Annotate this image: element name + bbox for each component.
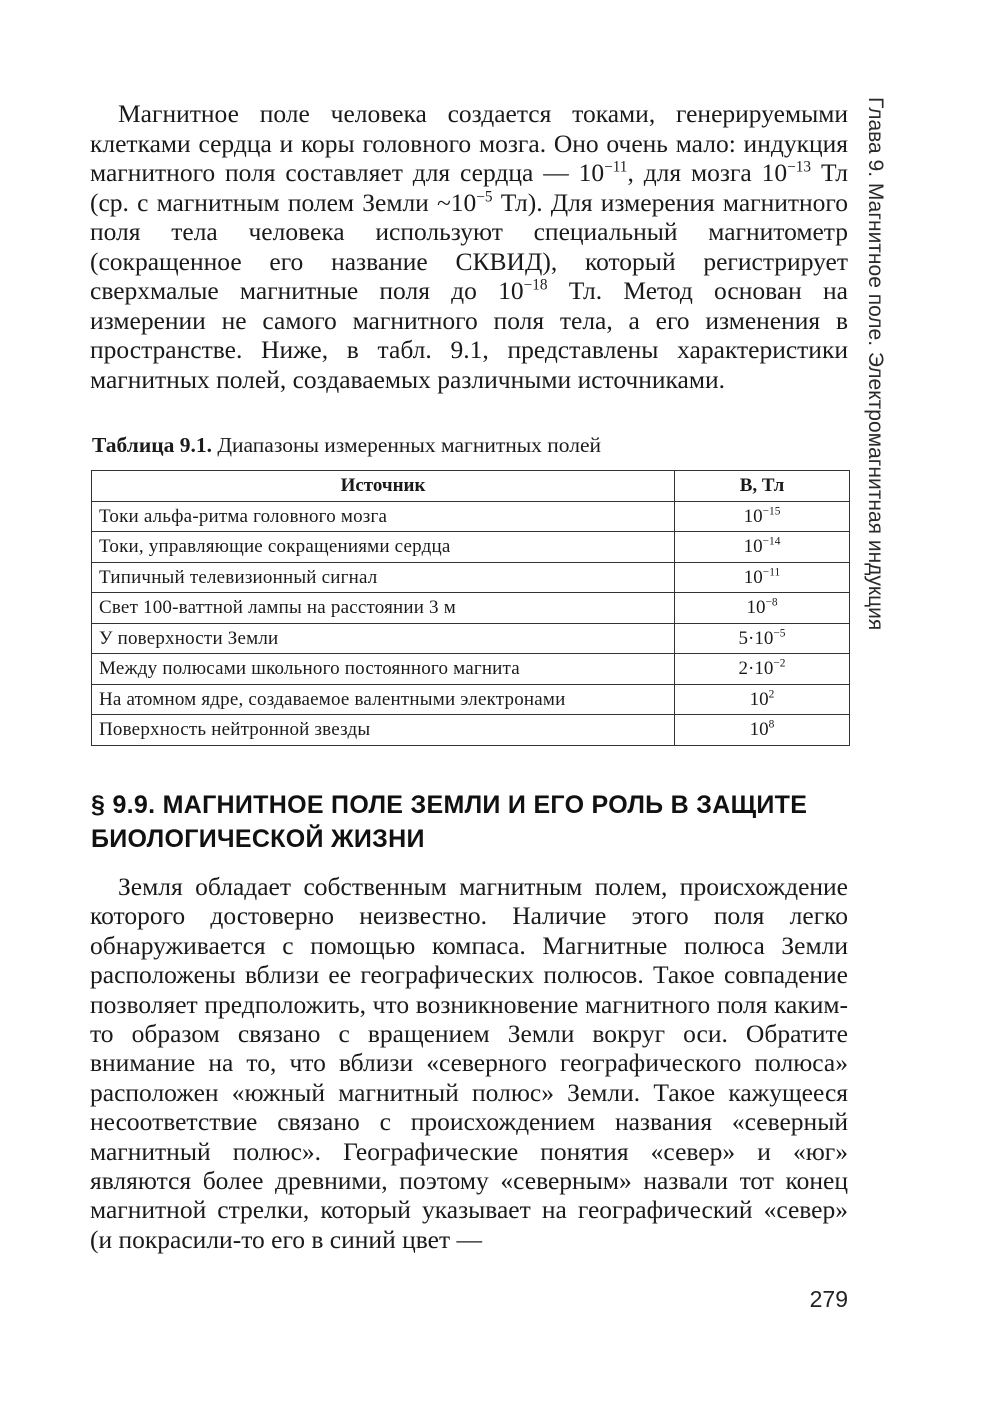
value-cell: $10^{-15}$ (675, 501, 850, 532)
running-header: Глава 9. Магнитное поле. Электромагнитная индукция (864, 97, 887, 631)
intro-paragraph: Магнитное поле человека создается токами, генерируемыми клетками сердца и коры головного мозга. Оно очень мало: индукция магнитного поля составляет для сердца — $10^{-11}$, для мозга $10^{-13}$ Тл (ср. с магнитным полем Земли $\sim 10^{-5}$ Тл). Для измерения магнитного поля тела человека используют специальный магнитометр (сокращенное его название СКВИД), который регистрирует сверхмалые магнитные поля до $10^{-18}$ Тл. Метод основан на измерении не самого магнитного поля тела, а его изменения в пространстве. Ниже, в табл. 9.1, представлены характеристики магнитных полей, создаваемых различными источниками. (90, 99, 848, 394)
value-cell: $10^8$ (675, 715, 850, 746)
table-row (92, 623, 850, 654)
table-header-row (92, 471, 850, 502)
value-cell: $10^{-14}$ (675, 532, 850, 563)
value-cell: $10^2$ (675, 684, 850, 715)
source-cell: Поверхность нейтронной звезды (92, 715, 675, 746)
table-caption: Таблица 9.1. Диапазоны измеренных магнитных полей (92, 433, 602, 457)
table-row (92, 562, 850, 593)
value-cell: $10^{-11}$ (675, 562, 850, 593)
value-cell: $10^{-8}$ (675, 593, 850, 624)
source-cell: У поверхности Земли (92, 623, 675, 654)
source-cell: Между полюсами школьного постоянного магнита (92, 654, 675, 685)
source-cell: Токи альфа-ритма головного мозга (92, 501, 675, 532)
source-cell: Типичный телевизионный сигнал (92, 562, 675, 593)
earth-field-paragraph: Земля обладает собственным магнитным полем, происхождение которого достоверно неизвестно. Наличие этого поля легко обнаруживается с помощью компаса. Магнитные полюса Земли расположены вблизи ее географических полюсов. Такое совпадение позволяет предположить, что возникновение магнитного поля каким-то образом связано с вращением Земли вокруг оси. Обратите внимание на то, что вблизи «северного географического полюса» расположен «южный магнитный полюс» Земли. Такое кажущееся несоответствие связано с происхождением названия «северный магнитный полюс». Географические понятия «север» и «юг» являются более древними, поэтому «северным» назвали тот конец магнитной стрелки, который указывает на географический «север» (и покрасили-то его в синий цвет — (90, 872, 848, 1254)
page-number: 279 (809, 1286, 848, 1312)
value-cell: $5\cdot 10^{-5}$ (675, 623, 850, 654)
column-header-source: Источник (92, 471, 675, 502)
value-cell: $2\cdot 10^{-2}$ (675, 654, 850, 685)
table-row (92, 654, 850, 685)
table-row (92, 593, 850, 624)
table-row (92, 684, 850, 715)
table-row (92, 501, 850, 532)
section-heading: § 9.9. МАГНИТНОЕ ПОЛЕ ЗЕМЛИ И ЕГО РОЛЬ В ЗАЩИТЕ БИОЛОГИЧЕСКОЙ ЖИЗНИ (91, 791, 808, 853)
table-row (92, 532, 850, 563)
source-cell: Токи, управляющие сокращениями сердца (92, 532, 675, 563)
column-header-value: B, Тл (675, 471, 850, 502)
table-row (92, 715, 850, 746)
magnetic-fields-table (91, 470, 850, 746)
source-cell: На атомном ядре, создаваемое валентными электронами (92, 684, 675, 715)
source-cell: Свет 100-ваттной лампы на расстоянии 3 м (92, 593, 675, 624)
